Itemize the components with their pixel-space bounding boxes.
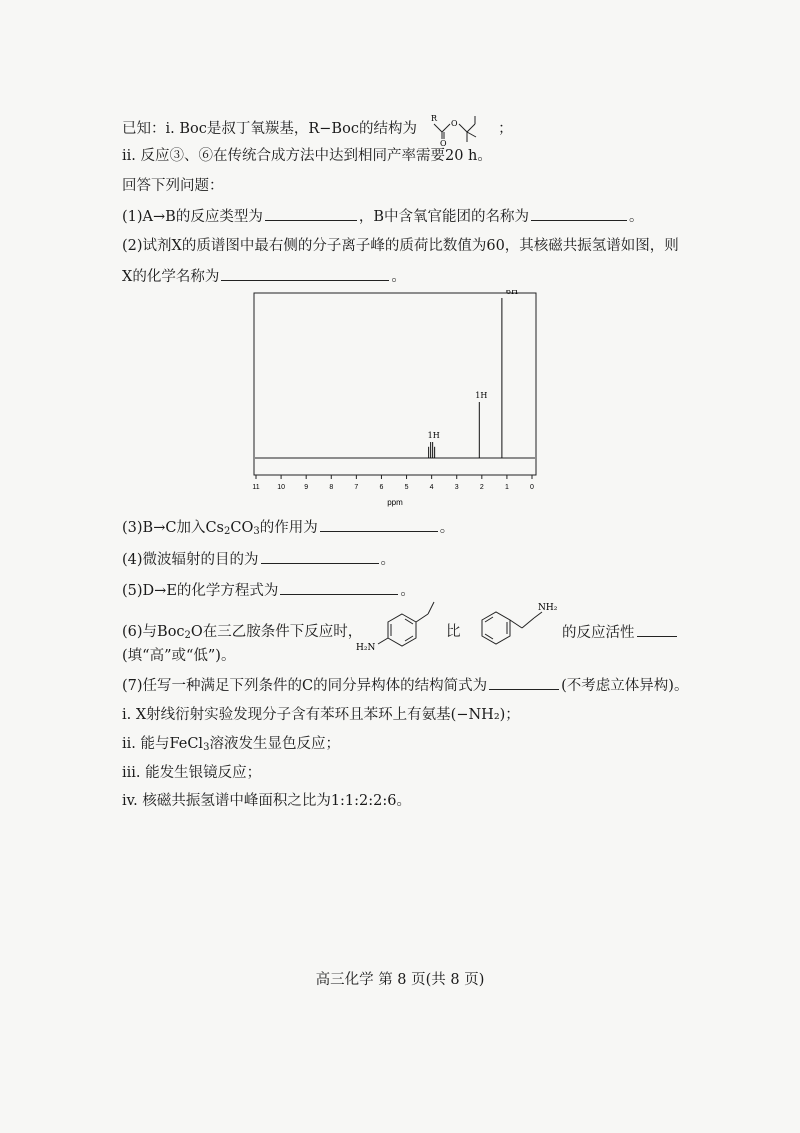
q6-part-a: (6)与Boc <box>122 624 185 640</box>
q3-part-a: (3)B→C加入Cs <box>122 520 224 536</box>
q1-part-b: ，B中含氧官能团的名称为 <box>358 209 529 225</box>
nmr-x-tick-label: 0 <box>530 484 534 491</box>
condition-ii-a: ii. 能与FeCl <box>122 736 204 752</box>
q5-blank[interactable] <box>280 580 398 595</box>
nmr-x-tick-label: 8 <box>329 484 334 491</box>
known-line-i <box>122 112 513 146</box>
question-5 <box>122 580 415 601</box>
q5-text: (5)D→E的化学方程式为 <box>122 583 279 599</box>
boc-label-o2: O <box>450 119 458 128</box>
nmr-frame <box>254 293 536 475</box>
q3-blank[interactable] <box>320 517 438 532</box>
q2-end: 。 <box>391 269 406 285</box>
nmr-x-tick-label: 10 <box>277 484 285 491</box>
known-text: Boc是叔丁氧羰基，R−Boc的结构为 <box>179 121 417 137</box>
known-line-ii: ii. 反应③、⑥在传统合成方法中达到相同产率需要20 h。 <box>122 148 492 164</box>
condition-i: i. X射线衍射实验发现分子含有苯环且苯环上有氨基(−NH₂)； <box>122 707 520 723</box>
q3-part-c: 的作用为 <box>259 520 318 536</box>
nmr-x-tick-label: 3 <box>454 484 459 491</box>
question-2-line-1: (2)试剂X的质谱图中最右侧的分子离子峰的质荷比数值为60，其核磁共振氢谱如图，则 <box>122 238 679 254</box>
page-footer: 高三化学 第 8 页(共 8 页) <box>315 972 485 988</box>
q7-blank[interactable] <box>489 675 559 690</box>
condition-iv: iv. 核磁共振氢谱中峰面积之比为1:1:2:2:6。 <box>122 793 411 809</box>
question-4 <box>122 549 395 570</box>
known-end: ； <box>498 121 513 137</box>
nmr-peak-label: 6H <box>505 290 518 296</box>
nmr-spectrum-chart <box>240 290 550 510</box>
nmr-peak <box>428 431 440 458</box>
condition-ii-sub: 3 <box>203 742 210 753</box>
boc-label-r: R <box>430 114 437 123</box>
q3-sub-2: 3 <box>253 526 260 537</box>
q6-part-c: 的反应活性 <box>562 625 635 641</box>
q4-blank[interactable] <box>261 549 379 564</box>
nmr-x-tick-label: 1 <box>504 484 509 491</box>
question-6 <box>122 622 362 646</box>
q3-part-b: CO <box>230 520 254 536</box>
q6-tail <box>562 622 679 643</box>
prompt-text: 回答下列问题： <box>122 178 224 194</box>
q1-blank-2[interactable] <box>531 206 627 221</box>
q3-end: 。 <box>439 520 455 536</box>
q7-part-a: (7)任写一种满足下列条件的C的同分异构体的结构简式为 <box>122 678 488 694</box>
nmr-x-tick-label: 11 <box>252 484 260 491</box>
nmr-x-tick-label: 6 <box>379 484 384 491</box>
boc-structure <box>422 112 494 146</box>
q1-part-a: (1)A→B的反应类型为 <box>122 209 263 225</box>
boc-label-o1: O <box>439 139 447 146</box>
q6-compare-word: 比 <box>446 624 461 640</box>
nmr-peak-label: 1H <box>427 431 440 440</box>
known-prefix: 已知：i. <box>122 121 175 137</box>
question-6-line-2: (填“高”或“低”)。 <box>122 648 236 664</box>
q2-line2-text: X的化学名称为 <box>122 269 220 285</box>
nmr-x-axis-label: ppm <box>387 498 403 507</box>
q6-sub: 2 <box>184 630 191 641</box>
nmr-x-tick-label: 5 <box>404 484 409 491</box>
nmr-x-tick-label: 9 <box>304 484 309 491</box>
question-2-line-2 <box>122 266 406 287</box>
q4-text: (4)微波辐射的目的为 <box>122 552 259 568</box>
question-7 <box>122 675 688 696</box>
nmr-x-tick-label: 7 <box>354 484 359 491</box>
condition-ii-b: 溶液发生显色反应； <box>209 736 340 752</box>
mol2-nh2-label: NH₂ <box>538 603 558 613</box>
q3-sub-1: 2 <box>223 526 231 537</box>
molecule-phenethylamine <box>466 598 562 648</box>
q7-part-b: (不考虑立体异构)。 <box>561 678 689 694</box>
question-3 <box>122 517 454 542</box>
nmr-x-tick-label: 4 <box>429 484 434 491</box>
q4-end: 。 <box>380 552 396 568</box>
condition-iii: iii. 能发生银镜反应； <box>122 765 262 781</box>
molecule-4-ethylaniline <box>354 600 444 652</box>
condition-ii <box>122 734 340 758</box>
question-1 <box>122 206 643 227</box>
nmr-x-tick-label: 2 <box>479 484 484 491</box>
q5-end: 。 <box>400 583 415 599</box>
nmr-peak-label: 1H <box>475 391 488 400</box>
q6-part-b: O在三乙胺条件下反应时， <box>190 624 363 640</box>
q1-blank-1[interactable] <box>265 206 357 221</box>
q2-blank[interactable] <box>221 266 389 281</box>
nmr-peak <box>502 290 518 458</box>
nmr-peak <box>475 391 487 458</box>
mol1-nh2-label: H₂N <box>356 643 376 652</box>
q1-end: 。 <box>628 209 644 225</box>
q6-blank[interactable] <box>637 622 677 637</box>
